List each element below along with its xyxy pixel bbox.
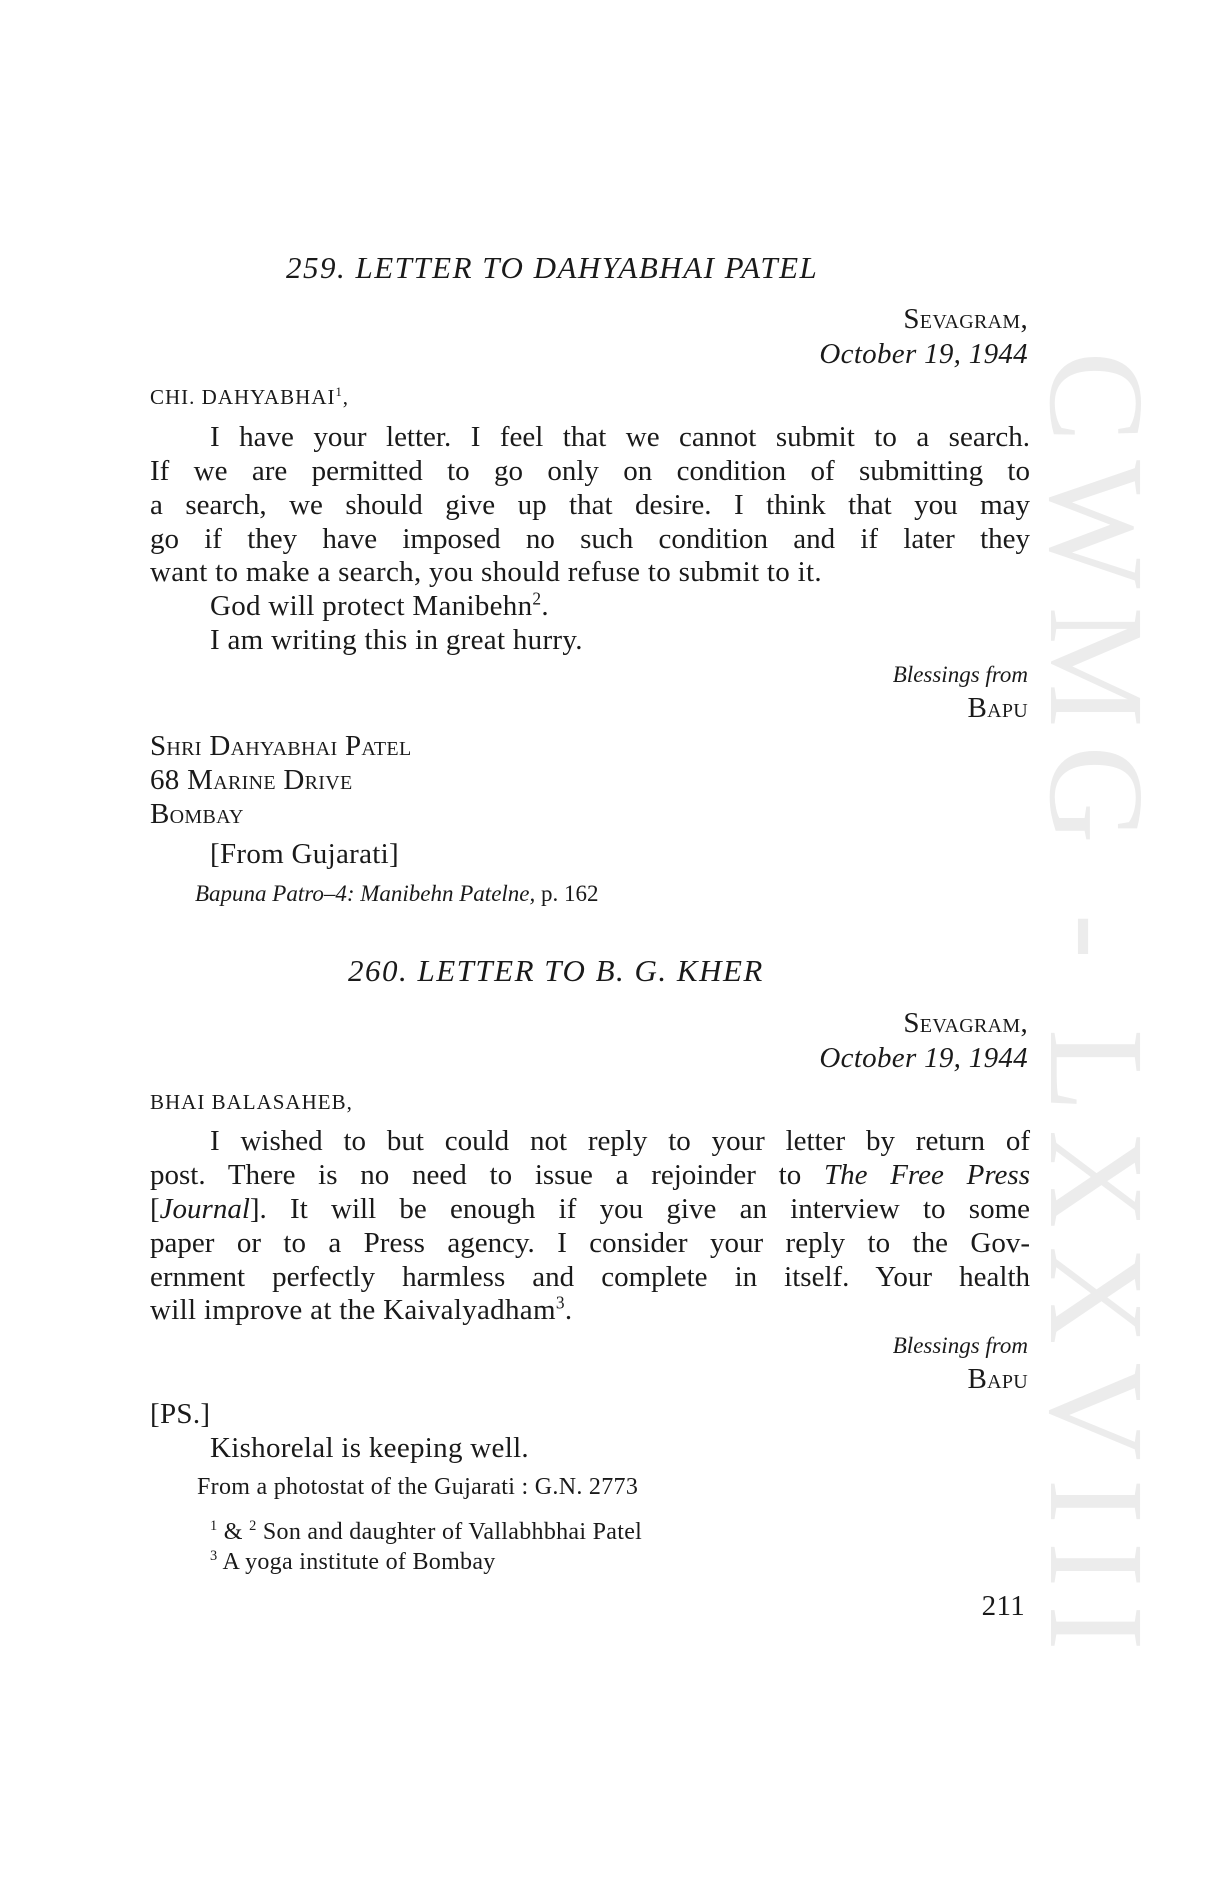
letter-260-date: October 19, 1944 — [819, 1042, 1028, 1074]
letter-260-line-1: I wished to but could not reply to your letter by return of — [210, 1125, 1030, 1157]
letter-259-para-2 — [210, 590, 549, 623]
footnote-marker-2: 2 — [249, 1518, 257, 1534]
letter-260-salutation: BHAI BALASAHEB, — [150, 1090, 353, 1114]
letter-259-para-3: I am writing this in great hurry. — [210, 624, 583, 656]
para-2-text: God will protect Manibehn — [210, 590, 533, 622]
source-page: p. 162 — [535, 881, 599, 906]
letter-259-line-3: a search, we should give up that desire. I think that you may — [150, 489, 1030, 521]
letter-259-signature: Bapu — [967, 692, 1028, 724]
letter-260-blessings: Blessings from — [892, 1333, 1028, 1358]
address-line-2: 68 Marine Drive — [150, 764, 353, 796]
address-line-1: Shri Dahyabhai Patel — [150, 730, 412, 762]
line-6-text: will improve at the Kaivalyadham — [150, 1294, 556, 1326]
footnote-ref-1: 1 — [335, 385, 343, 399]
bracket-open: [ — [150, 1193, 160, 1225]
footnote-marker-1: 1 — [210, 1518, 218, 1534]
address-line-3: Bombay — [150, 798, 244, 830]
letter-259-place: Sevagram, — [903, 303, 1028, 335]
letter-260-signature: Bapu — [967, 1363, 1028, 1395]
footnote-marker-3: 3 — [210, 1548, 218, 1564]
footnote-3-text: A yoga institute of Bombay — [217, 1549, 496, 1575]
salutation-text: CHI. DAHYABHAI — [150, 385, 336, 409]
letter-260-line-5: ernment perfectly harmless and complete in itself. Your health — [150, 1261, 1030, 1293]
letter-260-line-2 — [150, 1158, 1030, 1192]
footnote-ampersand: & — [217, 1519, 250, 1545]
newspaper-name: The Free Press — [823, 1159, 1030, 1191]
source-title: Bapuna Patro–4: Manibehn Patelne, — [195, 881, 536, 906]
para-2-period: . — [541, 590, 549, 622]
salutation-comma: , — [342, 385, 350, 409]
postscript-label: [PS.] — [150, 1398, 211, 1430]
page-number: 211 — [981, 1590, 1025, 1622]
postscript-text: Kishorelal is keeping well. — [210, 1432, 529, 1464]
line-6-period: . — [564, 1294, 573, 1326]
footnote-3 — [210, 1549, 496, 1576]
letter-259-line-1: I have your letter. I feel that we cannot submit to a search. — [210, 421, 1030, 453]
letter-259-line-2: If we are permitted to go only on condition of submitting to — [150, 455, 1030, 487]
letter-260-line-6 — [150, 1294, 572, 1327]
letter-259-salutation — [150, 385, 349, 410]
letter-259-line-4: go if they have imposed no such condition and if later they — [150, 523, 1030, 555]
letter-259-title: 259. LETTER TO DAHYABHAI PATEL — [286, 250, 819, 285]
footnote-ref-3: 3 — [555, 1292, 565, 1313]
line-3-text: ]. It will be enough if you give an interview to some — [249, 1193, 1030, 1225]
footnote-1-2-text: Son and daughter of Vallabhbhai Patel — [256, 1519, 643, 1545]
letter-260-place: Sevagram, — [903, 1007, 1028, 1039]
letter-260-title: 260. LETTER TO B. G. KHER — [348, 953, 764, 988]
letter-259-blessings: Blessings from — [892, 662, 1028, 687]
letter-260-line-4: paper or to a Press agency. I consider your reply to the Gov- — [150, 1227, 1030, 1259]
letter-259-date: October 19, 1944 — [819, 338, 1028, 370]
watermark: CWMG - LXXVIII — [1021, 351, 1171, 1669]
letter-260-line-3 — [150, 1192, 1030, 1226]
footnote-ref-2: 2 — [532, 588, 542, 609]
journal-word: Journal — [159, 1193, 250, 1225]
letter-259-from-lang: [From Gujarati] — [210, 838, 399, 870]
letter-259-source — [195, 881, 599, 907]
footnote-1-2 — [210, 1519, 642, 1546]
letter-260-source: From a photostat of the Gujarati : G.N. 2773 — [197, 1474, 639, 1500]
line-2-text: post. There is no need to issue a rejoinder to — [150, 1159, 824, 1191]
letter-259-line-5: want to make a search, you should refuse to submit to it. — [150, 556, 822, 588]
